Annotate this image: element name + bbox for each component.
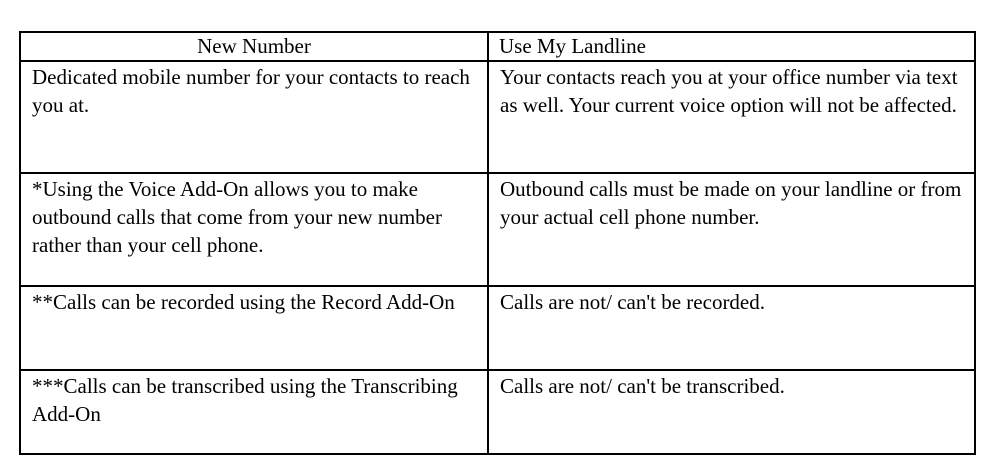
table-row [20,370,975,454]
table-row [20,61,975,173]
table-row [20,286,975,370]
new-number-cell: ***Calls can be transcribed using the Transcribing Add-On [20,370,488,454]
column-header-use-my-landline: Use My Landline [488,32,975,61]
new-number-cell: *Using the Voice Add-On allows you to make outbound calls that come from your new number rather than your cell phone. [20,173,488,286]
landline-cell: Calls are not/ can't be recorded. [488,286,975,370]
table-body [20,61,975,454]
table-header [20,32,975,61]
landline-cell: Calls are not/ can't be transcribed. [488,370,975,454]
comparison-table [19,31,976,455]
table-row [20,173,975,286]
landline-cell: Your contacts reach you at your office number via text as well. Your current voice option will not be affected. [488,61,975,173]
header-row [20,32,975,61]
column-header-new-number: New Number [20,32,488,61]
new-number-cell: Dedicated mobile number for your contacts to reach you at. [20,61,488,173]
new-number-cell: **Calls can be recorded using the Record Add-On [20,286,488,370]
landline-cell: Outbound calls must be made on your landline or from your actual cell phone number. [488,173,975,286]
